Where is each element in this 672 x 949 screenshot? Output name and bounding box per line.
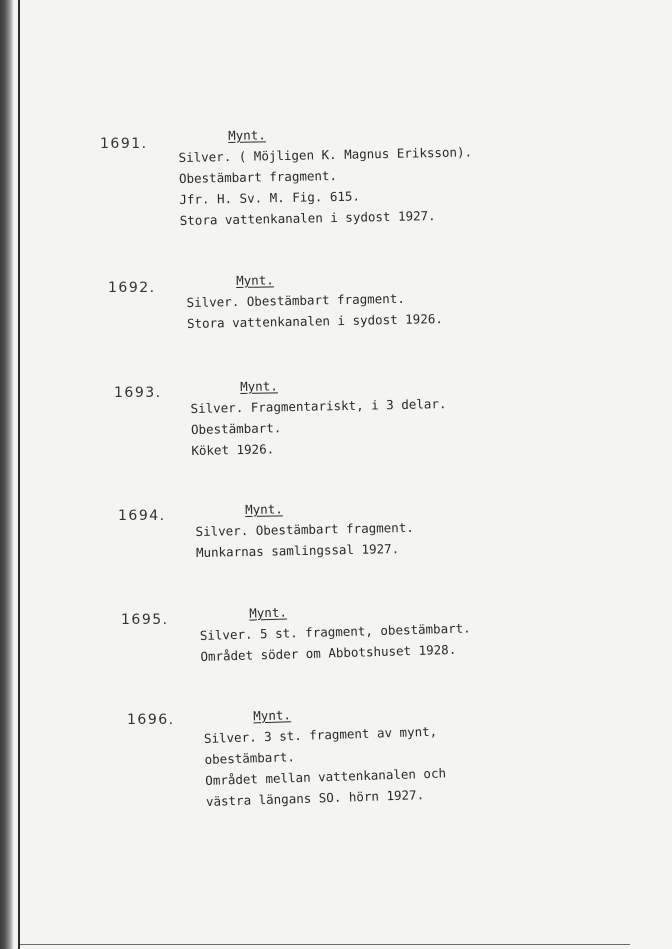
entry-heading: Mynt. [228,127,266,144]
entry-heading: Mynt. [253,707,292,724]
entry-line: Munkarnas samlingssal 1927. [195,541,400,560]
entry-body [186,267,443,334]
entry-number: 1691. [100,136,148,152]
entry-line: Silver. Fragmentariskt, i 3 delar. [190,396,447,416]
entry-line: Silver. 5 st. fragment, obestämbart. [199,620,471,643]
entry-heading: Mynt. [249,604,288,621]
entry-line: Stora vattenkanalen i sydost 1926. [186,311,443,331]
entry-line: Obestämbart. [190,420,282,437]
entry-line: Silver. Obestämbart fragment. [195,519,414,539]
entry-body [178,121,473,231]
entry-number: 1695. [121,612,169,628]
page-binding-edge [0,0,14,949]
entry-heading: Mynt. [245,501,283,518]
entry-line: Området mellan vattenkanalen och [205,765,447,788]
entry-number: 1692. [108,280,156,296]
entry-line: Obestämbart fragment. [178,167,338,186]
entry-body [199,597,472,667]
entry-line: Silver. Obestämbart fragment. [186,290,405,310]
entry-line: Silver. 3 st. fragment av mynt, [203,723,438,746]
page-margin-line [18,0,20,949]
entry-heading: Mynt. [240,378,278,395]
entry-line: Området söder om Abbotshuset 1928. [200,641,457,664]
entry-line: Köket 1926. [191,441,275,458]
entry-body [195,497,414,563]
entry-line: västra längans SO. hörn 1927. [205,787,425,809]
entry-line: Jfr. H. Sv. M. Fig. 615. [179,188,361,207]
entry-line: obestämbart. [204,749,296,767]
entry-number: 1696. [127,712,175,728]
entry-heading: Mynt. [236,272,274,289]
entry-number: 1693. [114,385,162,401]
entry-body [203,700,447,812]
page-bottom-rule [20,944,630,945]
entry-body [190,373,447,461]
entry-line: Silver. ( Möjligen K. Magnus Eriksson). [178,144,473,165]
entry-number: 1694. [118,508,166,524]
entry-line: Stora vattenkanalen i sydost 1927. [179,208,436,228]
